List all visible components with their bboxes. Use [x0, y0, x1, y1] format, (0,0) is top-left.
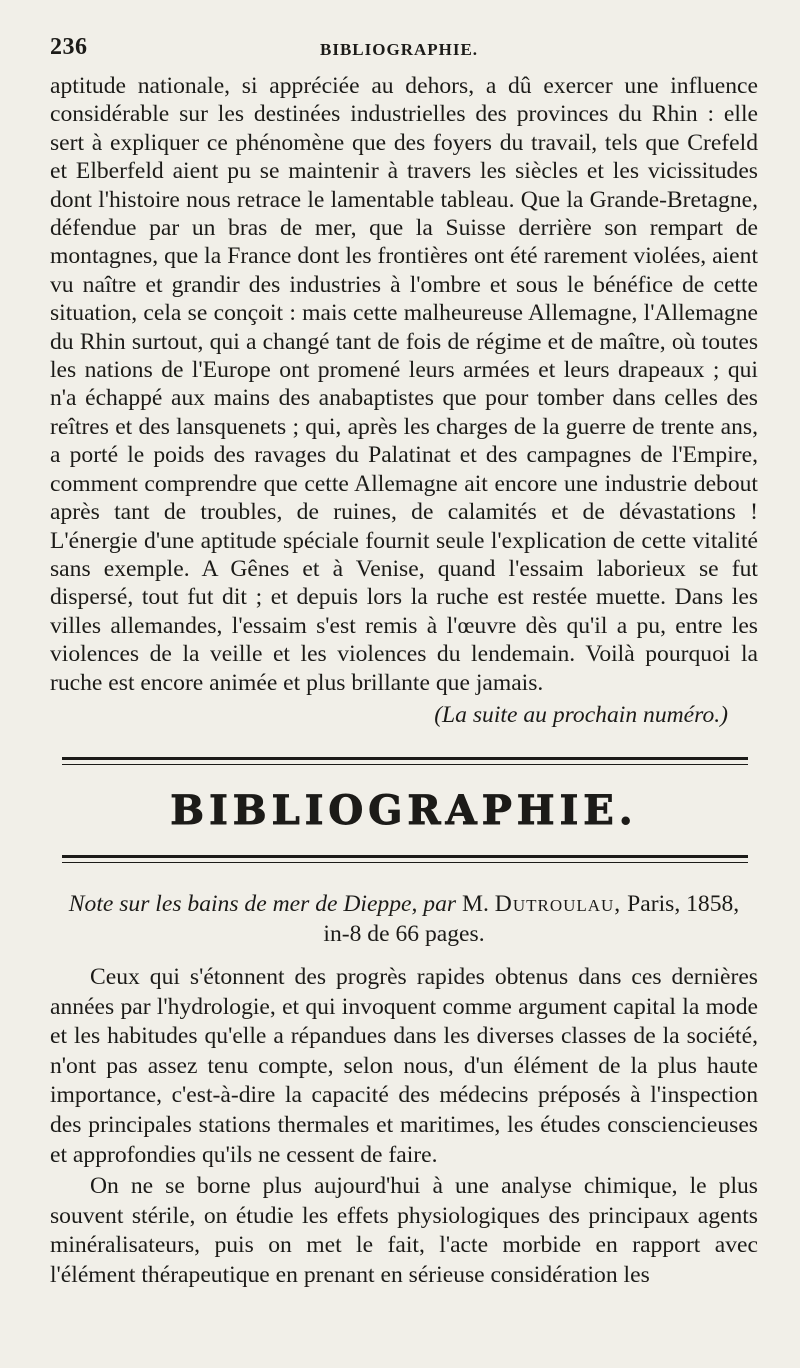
bibliographic-entry — [50, 889, 758, 949]
continued-note — [50, 701, 758, 729]
section-heading: BIBLIOGRAPHIE. — [170, 786, 638, 834]
running-title: BIBLIOGRAPHIE. — [320, 40, 479, 59]
author-prefix: M. — [461, 890, 489, 917]
review-paragraph: On ne se borne plus aujourd'hui à une analyse chimique, le plus souvent stérile, on étudie les effets physiologiques des principaux agents minéralisateurs, puis on met le fait, l'acte morbide en rapport avec l'élément thérapeutique en prenant en sérieuse considération les — [50, 1173, 758, 1288]
format-pages: in-8 de 66 pages. — [323, 920, 485, 947]
entry-par: par — [423, 890, 457, 917]
continued-note-text: (La suite au prochain numéro.) — [434, 701, 728, 728]
review-paragraph: Ceux qui s'étonnent des progrès rapides obtenus dans ces dernières années par l'hydrologie, et qui invoquent comme argument capital la mode et les habitudes qu'elle a répandues dans les diverses classes de la société, n'ont pas assez tenu compte, selon nous, d'un élément de la plus haute importance, c'est-à-dire la capacité des médecins préposés à l'inspection des principales stations thermales et maritimes, les études consciencieuses et approfondies qu'ils ne cessent de faire. — [50, 963, 758, 1168]
section-rule-upper — [62, 757, 748, 765]
running-head — [50, 28, 758, 64]
place-year: Paris, 1858, — [627, 890, 740, 917]
section-rule-lower — [62, 855, 748, 863]
author-name: Dutroulau, — [494, 890, 622, 917]
continuation-paragraph: aptitude nationale, si appréciée au dehors, a dû exercer une influence considérable sur les destinées industrielles des provinces du Rhin : elle sert à expliquer ce phénomène que des foyers du travail, tels que Crefeld et Elberfeld aient pu se maintenir à travers les siècles et les vicissitudes dont l'histoire nous retrace le lamentable tableau. Que la Grande-Bretagne, défendue par un bras de mer, que la Suisse derrière son rempart de montagnes, que la France dont les frontières ont été rarement violées, aient vu naître et grandir des industries à l'ombre et sous le bénéfice de cette situation, cela se conçoit : mais cette malheureuse Allemagne, l'Allemagne du Rhin surtout, qui a changé tant de fois de régime et de maître, où toutes les nations de l'Europe ont promené leurs armées et leurs drapeaux ; qui n'a échappé aux mains des anabaptistes que pour tomber dans celles des reîtres et des lansquenets ; qui, après les charges de la guerre de trente ans, a porté le poids des ravages du Palatinat et des campagnes de l'Empire, comment comprendre que cette Allemagne ait encore une industrie debout après tant de troubles, de ruines, de calamités et de dévastations ! L'énergie d'une aptitude spéciale fournit seule l'explication de cette vitalité sans exemple. A Gênes et à Venise, quand l'essaim laborieux se fut dispersé, tout fut dit ; et depuis lors la ruche est restée muette. Dans les villes allemandes, l'essaim s'est remis à l'œuvre dès qu'il a pu, entre les violences de la veille et les violences du lendemain. Voilà pourquoi la ruche est encore animée et plus brillante que jamais. — [50, 73, 758, 696]
work-title: Note sur les bains de mer de Dieppe, — [68, 890, 418, 917]
page-number: 236 — [50, 34, 88, 60]
